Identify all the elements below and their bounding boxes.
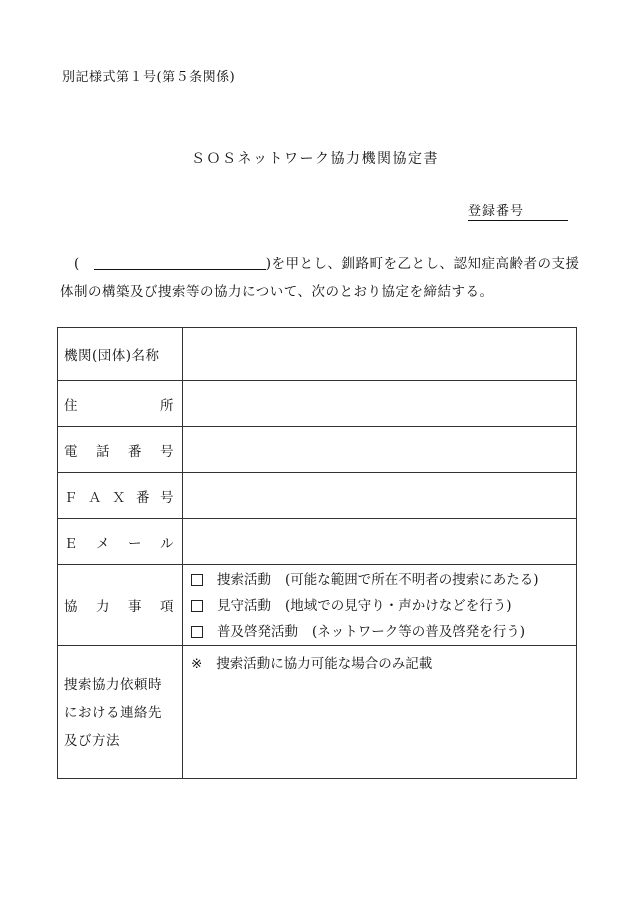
form-label: 別記様式第１号(第５条関係) xyxy=(62,70,236,85)
org-name-label: 機関(団体)名称 xyxy=(58,328,183,381)
open-paren: ( xyxy=(74,256,80,272)
org-name-value[interactable] xyxy=(183,328,577,381)
table-row-contact xyxy=(58,646,577,779)
address-value[interactable] xyxy=(183,381,577,427)
email-label xyxy=(58,519,183,565)
tel-label-char: 話 xyxy=(96,443,110,460)
fax-label-char: Ａ xyxy=(88,489,102,506)
cooperation-item-watch[interactable] xyxy=(191,593,576,619)
cooperation-label-char: 事 xyxy=(128,599,142,615)
activity-name: 見守活動 xyxy=(217,598,271,614)
tel-label-char: 番 xyxy=(128,443,142,460)
party-a-name-blank[interactable] xyxy=(94,255,266,270)
table-row-email xyxy=(58,519,577,565)
fax-label xyxy=(58,473,183,519)
table-row-tel xyxy=(58,427,577,473)
fax-label-char: 号 xyxy=(160,489,174,506)
tel-value[interactable] xyxy=(183,427,577,473)
fax-label-char: Ｘ xyxy=(112,489,126,506)
activity-desc: (地域での見守り・声かけなどを行う) xyxy=(285,598,512,614)
activity-name: 普及啓発活動 xyxy=(217,624,298,640)
agreement-intro xyxy=(60,250,580,306)
email-label-char: ー xyxy=(128,535,142,552)
email-label-char: ル xyxy=(160,535,174,552)
cooperation-value xyxy=(183,565,577,646)
note-mark: ※ xyxy=(191,656,203,672)
watch-activity-checkbox[interactable] xyxy=(191,600,203,612)
contact-label xyxy=(58,646,183,779)
intro-line-2: 体制の構築及び捜索等の協力について、次のとおり協定を締結する。 xyxy=(60,284,494,300)
intro-line-1-text: )を甲とし、釧路町を乙とし、認知症高齢者の支援 xyxy=(265,256,580,272)
contact-label-line: 及び方法 xyxy=(64,733,120,749)
contact-label-line: における連絡先 xyxy=(64,705,162,721)
email-label-char: Ｅ xyxy=(64,535,78,552)
activity-desc: (可能な範囲で所在不明者の捜索にあたる) xyxy=(285,572,539,588)
address-label-char: 所 xyxy=(160,397,174,414)
address-label xyxy=(58,381,183,427)
cooperation-item-search[interactable] xyxy=(191,567,576,593)
activity-name: 捜索活動 xyxy=(217,572,271,588)
email-value[interactable] xyxy=(183,519,577,565)
fax-value[interactable] xyxy=(183,473,577,519)
tel-label-char: 号 xyxy=(160,443,174,460)
table-row-cooperation xyxy=(58,565,577,646)
cooperation-label-char: 協 xyxy=(64,599,78,615)
intro-line-1 xyxy=(60,250,580,278)
cooperation-list xyxy=(183,565,576,645)
awareness-activity-checkbox[interactable] xyxy=(191,626,203,638)
contact-note: 捜索活動に協力可能な場合のみ記載 xyxy=(216,656,433,672)
registration-number-field[interactable]: 登録番号 xyxy=(468,200,568,221)
email-label-char: メ xyxy=(96,535,110,552)
tel-label xyxy=(58,427,183,473)
table-row-address xyxy=(58,381,577,427)
cooperation-label-char: 項 xyxy=(160,599,174,615)
contact-value[interactable] xyxy=(183,646,577,779)
cooperation-item-awareness[interactable] xyxy=(191,619,576,645)
document-title: ＳＯＳネットワーク協力機関協定書 xyxy=(191,151,439,167)
table-row-org-name xyxy=(58,328,577,381)
table-row-fax xyxy=(58,473,577,519)
fax-label-char: Ｆ xyxy=(64,489,78,506)
search-activity-checkbox[interactable] xyxy=(191,574,203,586)
contact-label-line: 捜索協力依頼時 xyxy=(64,677,162,693)
agreement-table xyxy=(57,327,577,779)
cooperation-label-char: 力 xyxy=(96,599,110,615)
cooperation-label xyxy=(58,565,183,646)
fax-label-char: 番 xyxy=(136,489,150,506)
tel-label-char: 電 xyxy=(64,443,78,460)
activity-desc: (ネットワーク等の普及啓発を行う) xyxy=(312,624,526,640)
address-label-char: 住 xyxy=(64,397,78,414)
